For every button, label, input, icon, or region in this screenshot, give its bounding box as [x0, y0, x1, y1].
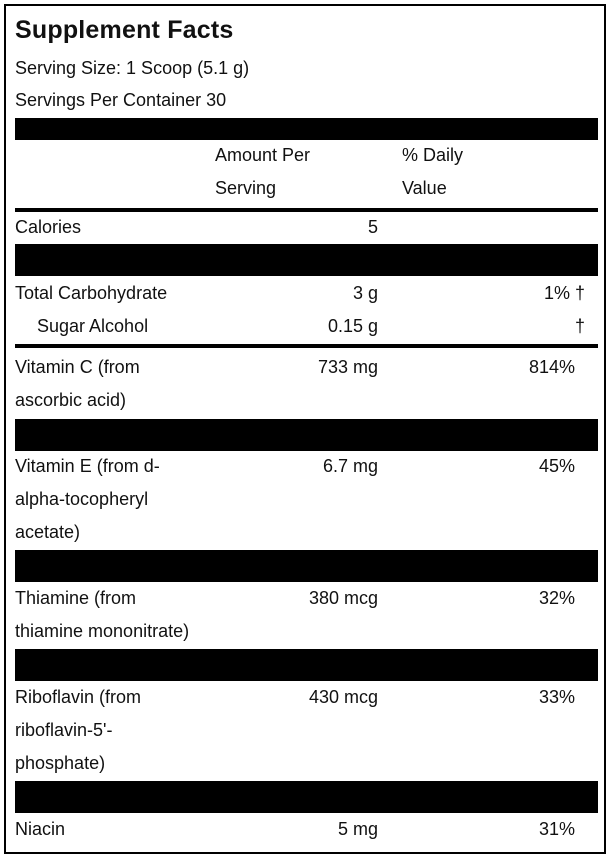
row-niacin-dv: 31% — [538, 819, 575, 839]
row-riboflavin-name-line3: phosphate) — [15, 753, 106, 773]
row-niacin-amount: 5 mg — [337, 819, 378, 839]
row-vitamin-c-amount: 733 mg — [317, 357, 378, 377]
row-riboflavin-name-line2: riboflavin-5'- — [15, 720, 113, 740]
header-amount-line2: Serving — [215, 178, 277, 198]
row-vitamin-e-name-line3: acetate) — [15, 522, 81, 542]
thick-divider-calories — [15, 244, 598, 276]
divider-carbohydrate — [15, 344, 598, 348]
thick-divider-riboflavin — [15, 781, 598, 813]
row-thiamine-name-line1: Thiamine (from — [15, 588, 137, 608]
thick-divider-thiamine — [15, 649, 598, 681]
serving-size: Serving Size: 1 Scoop (5.1 g) — [15, 58, 250, 78]
thick-divider-vitamin-c — [15, 419, 598, 451]
row-vitamin-c-name-line1: Vitamin C (from — [15, 357, 140, 377]
row-sugar-alcohol-dv: † — [574, 316, 585, 336]
row-niacin-name: Niacin — [15, 819, 66, 839]
row-thiamine-name-line2: thiamine mononitrate) — [15, 621, 190, 641]
row-riboflavin-amount: 430 mcg — [308, 687, 378, 707]
row-riboflavin-name-line1: Riboflavin (from — [15, 687, 142, 707]
row-thiamine-amount: 380 mcg — [308, 588, 378, 608]
row-vitamin-c-name-line2: ascorbic acid) — [15, 390, 127, 410]
row-vitamin-e-name-line2: alpha-tocopheryl — [15, 489, 149, 509]
row-vitamin-e-name-line1: Vitamin E (from d- — [15, 456, 160, 476]
row-riboflavin-dv: 33% — [538, 687, 575, 707]
divider-header — [15, 208, 598, 212]
row-calories-name: Calories — [15, 217, 82, 237]
row-total-carbohydrate-name: Total Carbohydrate — [15, 283, 168, 303]
header-dv-line1: % Daily — [402, 145, 464, 165]
thick-divider-vitamin-e — [15, 550, 598, 582]
thick-divider-top — [15, 118, 598, 140]
row-vitamin-e-amount: 6.7 mg — [322, 456, 378, 476]
row-thiamine-dv: 32% — [538, 588, 575, 608]
row-total-carbohydrate-dv: 1% † — [543, 283, 585, 303]
panel-title: Supplement Facts — [15, 16, 234, 44]
header-amount-line1: Amount Per — [215, 145, 311, 165]
header-dv-line2: Value — [402, 178, 447, 198]
row-sugar-alcohol-amount: 0.15 g — [327, 316, 378, 336]
row-calories-amount: 5 — [367, 217, 378, 237]
row-sugar-alcohol-name: Sugar Alcohol — [37, 316, 149, 336]
servings-per-container: Servings Per Container 30 — [15, 90, 227, 110]
row-total-carbohydrate-amount: 3 g — [352, 283, 378, 303]
row-vitamin-c-dv: 814% — [528, 357, 575, 377]
supplement-facts-panel — [4, 4, 606, 854]
row-vitamin-e-dv: 45% — [538, 456, 575, 476]
